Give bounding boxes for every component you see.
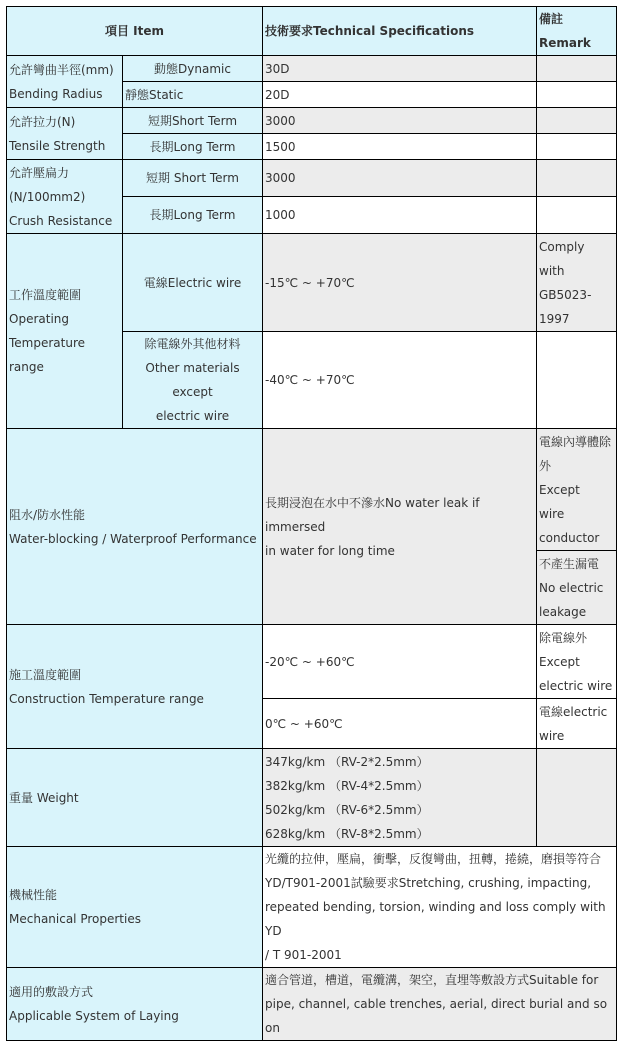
mechanical-value-line3: repeated bending, torsion, winding and loss comply with YD <box>265 900 606 938</box>
laying-label-zh: 適用的敷設方式 <box>9 985 94 999</box>
operating-other-name <box>123 332 263 429</box>
water-remark-1-line3: Except <box>539 482 580 497</box>
bending-dynamic-row <box>7 56 617 82</box>
water-remark-2-line1: 不產生漏電 <box>539 556 600 571</box>
water-remark-1-line2: 外 <box>539 458 552 473</box>
construction-row-1 <box>7 625 617 699</box>
operating-other-name-zh: 除電線外其他材料 <box>144 337 241 351</box>
construction-remark-2-line2: wire <box>539 728 565 743</box>
water-row-1 <box>7 429 617 551</box>
construction-label-zh: 施工溫度範圍 <box>9 667 82 682</box>
crush-long-name: 長期Long Term <box>123 197 263 234</box>
water-value-line2: in water for long time <box>265 543 395 558</box>
weight-values <box>263 749 537 847</box>
crush-label <box>7 160 123 234</box>
tensile-long-name: 長期Long Term <box>123 134 263 160</box>
crush-long-remark <box>537 197 617 234</box>
water-label <box>7 429 263 625</box>
crush-label-zh: 允許壓扁力 <box>9 165 70 180</box>
operating-wire-value: -15℃ ~ +70℃ <box>263 234 537 332</box>
operating-label-zh: 工作溫度範圍 <box>9 288 82 302</box>
crush-short-name: 短期 Short Term <box>123 160 263 197</box>
bending-label-zh: 允許彎曲半徑(mm) <box>9 62 114 77</box>
tensile-short-row <box>7 108 617 134</box>
header-remark: 備註Remark <box>537 7 617 56</box>
construction-remark-1 <box>537 625 617 699</box>
mechanical-value-line4: / T 901-2001 <box>265 948 342 962</box>
bending-dynamic-value: 30D <box>263 56 537 82</box>
operating-label <box>7 234 123 429</box>
construction-value-1: -20℃ ~ +60℃ <box>263 625 537 699</box>
bending-dynamic-remark <box>537 56 617 82</box>
operating-other-value: -40℃ ~ +70℃ <box>263 332 537 429</box>
header-item: 項目 Item <box>7 7 263 56</box>
laying-label <box>7 968 263 1041</box>
weight-value-3: 502kg/km （RV-6*2.5mm） <box>265 802 429 817</box>
operating-wire-name: 電線Electric wire <box>123 234 263 332</box>
weight-remark <box>537 749 617 847</box>
mechanical-row <box>7 847 617 968</box>
water-remark-2-line2: No electric <box>539 580 604 595</box>
mechanical-value <box>263 847 617 968</box>
bending-static-value: 20D <box>263 82 537 108</box>
tensile-short-value: 3000 <box>263 108 537 134</box>
weight-value-1: 347kg/km （RV-2*2.5mm） <box>265 754 429 769</box>
laying-value <box>263 968 617 1041</box>
water-remark-1 <box>537 429 617 551</box>
operating-wire-remark-line1: Comply <box>539 239 585 254</box>
construction-remark-1-line1: 除電線外 <box>539 630 588 645</box>
construction-remark-1-line3: electric wire <box>539 678 613 693</box>
crush-short-value: 3000 <box>263 160 537 197</box>
water-remark-2-line3: leakage <box>539 604 587 619</box>
header-spec: 技術要求Technical Specifications <box>263 7 537 56</box>
water-remark-1-line5: conductor <box>539 530 600 545</box>
bending-label <box>7 56 123 108</box>
operating-wire-remark <box>537 234 617 332</box>
weight-label: 重量 Weight <box>7 749 263 847</box>
laying-value-line2: pipe, channel, cable trenches, aerial, direct burial and so on <box>265 997 608 1035</box>
tensile-short-name: 短期Short Term <box>123 108 263 134</box>
laying-row <box>7 968 617 1041</box>
construction-label-en: Construction Temperature range <box>9 691 204 706</box>
water-remark-2 <box>537 551 617 625</box>
header-row <box>7 7 617 56</box>
tensile-label-zh: 允許拉力(N) <box>9 114 76 129</box>
water-remark-1-line4: wire <box>539 506 565 521</box>
construction-label <box>7 625 263 749</box>
tensile-label-en: Tensile Strength <box>9 138 106 153</box>
water-value-line1: 長期浸泡在水中不滲水No water leak if immersed <box>265 495 480 534</box>
crush-label-en: Crush Resistance <box>9 213 113 228</box>
mechanical-label-zh: 機械性能 <box>9 888 58 902</box>
bending-dynamic-name: 動態Dynamic <box>123 56 263 82</box>
bending-static-name: 靜態Static <box>123 82 263 108</box>
operating-wire-remark-line3: GB5023- <box>539 287 592 302</box>
operating-other-name-en1: Other materials except <box>145 361 240 399</box>
mechanical-value-line1: 光纜的拉伸，壓扁，衝擊，反復彎曲，扭轉，捲繞，磨損等符合 <box>265 852 602 866</box>
weight-row <box>7 749 617 847</box>
crush-short-remark <box>537 160 617 197</box>
weight-value-4: 628kg/km （RV-8*2.5mm） <box>265 826 429 841</box>
tensile-long-remark <box>537 134 617 160</box>
operating-label-en2: Temperature range <box>9 336 86 374</box>
operating-wire-remark-line4: 1997 <box>539 311 570 326</box>
operating-label-en1: Operating <box>9 312 69 326</box>
laying-value-line1: 適合管道，槽道，電纜溝，架空，直埋等敷設方式Suitable for <box>265 973 599 987</box>
construction-remark-1-line2: Except <box>539 654 580 669</box>
construction-value-2: 0℃ ~ +60℃ <box>263 699 537 749</box>
operating-other-remark <box>537 332 617 429</box>
crush-long-value: 1000 <box>263 197 537 234</box>
operating-other-name-en2: electric wire <box>155 409 230 423</box>
construction-remark-2-line1: 電線electric <box>539 704 608 719</box>
crush-short-row <box>7 160 617 197</box>
laying-label-en: Applicable System of Laying <box>9 1009 179 1023</box>
operating-wire-row <box>7 234 617 332</box>
mechanical-value-line2: YD/T901-2001試驗要求Stretching, crushing, impacting, <box>265 876 592 890</box>
weight-value-2: 382kg/km （RV-4*2.5mm） <box>265 778 429 793</box>
water-label-en: Water-blocking / Waterproof Performance <box>9 531 257 546</box>
tensile-label <box>7 108 123 160</box>
mechanical-label <box>7 847 263 968</box>
construction-remark-2 <box>537 699 617 749</box>
spec-table <box>6 6 617 1041</box>
bending-static-remark <box>537 82 617 108</box>
tensile-short-remark <box>537 108 617 134</box>
mechanical-label-en: Mechanical Properties <box>9 912 141 926</box>
tensile-long-value: 1500 <box>263 134 537 160</box>
water-remark-1-line1: 電線內導體除 <box>539 434 612 449</box>
water-value <box>263 429 537 625</box>
water-label-zh: 阻水/防水性能 <box>9 507 86 522</box>
operating-wire-remark-line2: with <box>539 263 565 278</box>
bending-label-en: Bending Radius <box>9 86 103 101</box>
crush-label-unit: (N/100mm2) <box>9 189 86 204</box>
